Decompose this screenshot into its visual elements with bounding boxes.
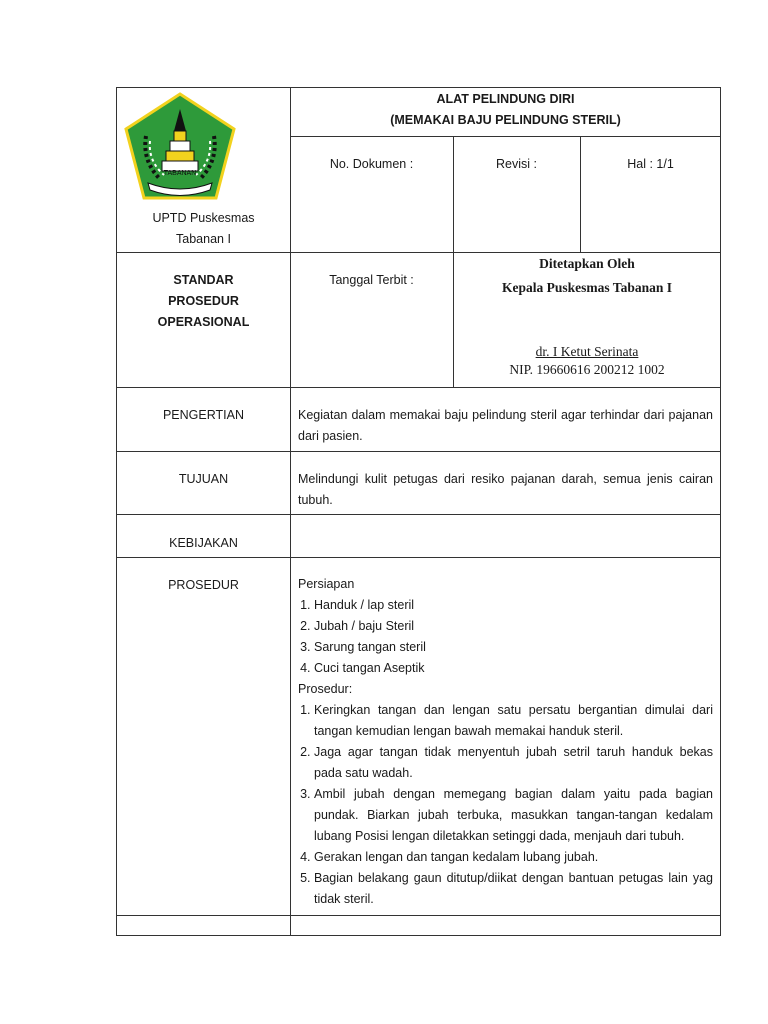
puskesmas-logo	[124, 91, 236, 201]
prosedur-label: PROSEDUR	[168, 578, 239, 592]
persiapan-list	[298, 595, 713, 679]
list-item: 4. Gerakan lengan dan tangan kedalam lubang jubah.	[314, 847, 713, 868]
sop-document	[116, 87, 721, 936]
sop-label-line3: OPERASIONAL	[157, 315, 250, 329]
institution-name	[117, 208, 290, 250]
prosedur-list	[298, 700, 713, 910]
title-line1: ALAT PELINDUNG DIRI	[436, 92, 575, 106]
tujuan-label: TUJUAN	[178, 472, 229, 486]
divider	[290, 136, 721, 137]
signer-nip: NIP. 19660616 200212 1002	[509, 362, 665, 377]
revisi-label: Revisi :	[496, 157, 537, 171]
divider	[117, 387, 721, 388]
persiapan-heading: Persiapan	[298, 577, 355, 591]
divider	[117, 514, 721, 515]
list-item: 3. Ambil jubah dengan memegang bagian dalam yaitu pada bagian pundak. Biarkan jubah terbuka, masukkan tangan-tangan kedalam lubang Posisi lengan diletakkan setinggi dada, menjauh dari tubuh.	[314, 784, 713, 847]
list-item: 1. Handuk / lap steril	[314, 595, 713, 616]
signer-name: dr. I Ketut Serinata	[535, 344, 639, 359]
ditetapkan-label: Ditetapkan Oleh	[539, 256, 635, 271]
title-line2: (MEMAKAI BAJU PELINDUNG STERIL)	[390, 113, 621, 127]
divider	[117, 451, 721, 452]
logo-text: TABANAN	[163, 170, 197, 177]
list-item: 1. Keringkan tangan dan lengan satu persatu bergantian dimulai dari tangan kemudian lengan bawah memakai handuk steril.	[314, 700, 713, 742]
institution-line2: Tabanan I	[176, 232, 231, 246]
list-item: 3. Sarung tangan steril	[314, 637, 713, 658]
list-item: 2. Jaga agar tangan tidak menyentuh jubah setril taruh handuk bekas pada satu wadah.	[314, 742, 713, 784]
list-item: 5. Bagian belakang gaun ditutup/diikat dengan bantuan petugas lain yag tidak steril.	[314, 868, 713, 910]
tujuan-text: Melindungi kulit petugas dari resiko pajanan darah, semua jenis cairan tubuh.	[298, 472, 713, 507]
institution-line1: UPTD Puskesmas	[152, 211, 255, 225]
list-item: 4. Cuci tangan Aseptik	[314, 658, 713, 679]
document-title	[290, 88, 721, 131]
divider	[117, 557, 721, 558]
prosedur-heading: Prosedur:	[298, 682, 353, 696]
list-item: 2. Jubah / baju Steril	[314, 616, 713, 637]
ditetapkan-role: Kepala Puskesmas Tabanan I	[502, 280, 672, 295]
sop-label	[117, 270, 290, 333]
divider	[290, 88, 291, 936]
divider	[117, 915, 721, 916]
pengertian-label: PENGERTIAN	[162, 408, 245, 422]
sop-label-line2: PROSEDUR	[168, 294, 239, 308]
signer-block	[453, 343, 721, 379]
no-dokumen-label: No. Dokumen :	[329, 157, 414, 171]
sop-label-line1: STANDAR	[173, 273, 234, 287]
approval-block	[453, 252, 721, 300]
hal-label: Hal : 1/1	[627, 157, 674, 171]
prosedur-content	[298, 574, 713, 910]
pengertian-text: Kegiatan dalam memakai baju pelindung steril agar terhindar dari pajanan dari pasien.	[298, 408, 713, 443]
kebijakan-label: KEBIJAKAN	[169, 536, 238, 550]
tanggal-terbit-label: Tanggal Terbit :	[329, 273, 414, 287]
